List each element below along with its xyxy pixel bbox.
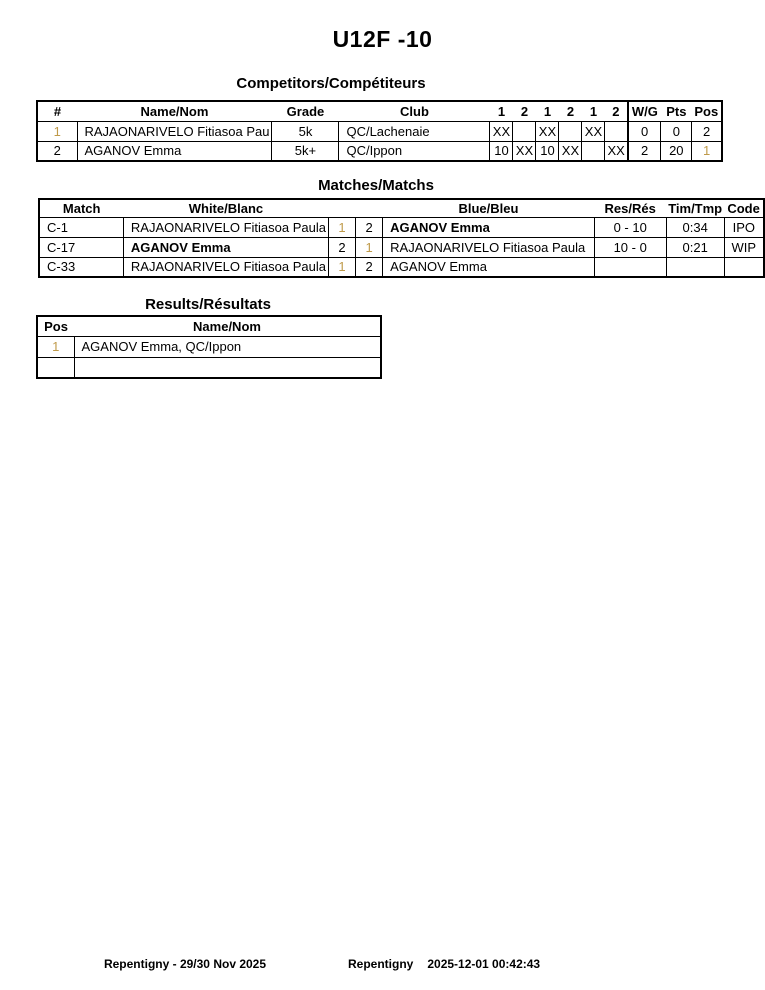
col-header-club: Club [339,101,490,121]
white-competitor-name: RAJAONARIVELO Fitiasoa Paula [123,257,328,277]
col-header-blue: Blue/Bleu [383,199,595,217]
col-header-pts: Pts [661,101,692,121]
score-cell: XX [513,141,536,161]
competitors-header-row [37,101,722,121]
competitor-name: AGANOV Emma [77,141,272,161]
results-table [36,315,382,379]
competitor-points: 20 [661,141,692,161]
match-row [39,237,764,257]
match-code [724,257,764,277]
col-header-white-num [328,199,355,217]
white-competitor-name: AGANOV Emma [123,237,328,257]
competitor-points: 0 [661,121,692,141]
col-header-result: Res/Rés [594,199,666,217]
score-cell: XX [582,121,605,141]
col-header-round-1: 1 [490,101,513,121]
match-result [594,257,666,277]
footer-event-text: Repentigny - 29/30 Nov 2025 [103,957,267,971]
col-header-time: Tim/Tmp [668,200,723,216]
white-competitor-number: 1 [328,217,355,237]
competitor-number: 1 [37,121,77,141]
result-position: 1 [37,336,74,357]
score-cell: XX [536,121,559,141]
col-header-code: Code [724,199,764,217]
col-header-name: Name/Nom [74,316,381,336]
match-id: C-1 [39,217,123,237]
footer-location: Repentigny [348,957,414,971]
col-header-round-4: 2 [559,101,582,121]
result-name [74,357,381,378]
col-header-name: Name/Nom [77,101,272,121]
col-header-wg: W/G [628,101,661,121]
col-header-white: White/Blanc [123,199,328,217]
col-header-round-5: 1 [582,101,605,121]
match-time: 0:34 [666,217,724,237]
match-time [666,257,724,277]
col-header-number: # [37,101,77,121]
competitor-club: QC/Ippon [339,141,490,161]
competitor-row [37,141,722,161]
match-code: WIP [724,237,764,257]
score-cell: 10 [536,141,559,161]
blue-competitor-number: 1 [356,237,383,257]
col-header-round-3: 1 [536,101,559,121]
match-id: C-33 [39,257,123,277]
match-row [39,217,764,237]
page-title: U12F -10 [332,26,433,52]
competitor-position: 2 [692,121,722,141]
result-position [37,357,74,378]
match-id: C-17 [39,237,123,257]
col-header-pos: Pos [692,101,722,121]
matches-header-row [39,199,764,217]
col-header-pos: Pos [37,316,74,336]
competitors-section-heading: Competitors/Compétiteurs [236,75,426,92]
score-cell [559,121,582,141]
match-code: IPO [724,217,764,237]
blue-competitor-name: AGANOV Emma [383,257,595,277]
col-header-grade: Grade [272,101,339,121]
competitor-number: 2 [37,141,77,161]
results-header-row [37,316,381,336]
blue-competitor-number: 2 [356,217,383,237]
competitor-wins: 2 [628,141,661,161]
blue-competitor-name: AGANOV Emma [383,217,595,237]
match-time: 0:21 [666,237,724,257]
col-header-blue-num [356,199,383,217]
match-result: 10 - 0 [594,237,666,257]
col-header-match: Match [39,199,123,217]
competitor-wins: 0 [628,121,661,141]
match-row [39,257,764,277]
competitor-club: QC/Lachenaie [339,121,490,141]
result-name: AGANOV Emma, QC/Ippon [74,336,381,357]
footer-generated-text [348,957,540,971]
result-row [37,357,381,378]
col-header-round-2: 2 [513,101,536,121]
footer-timestamp: 2025-12-01 00:42:43 [427,957,541,971]
competitor-position: 1 [692,141,722,161]
white-competitor-number: 2 [328,237,355,257]
competitor-name: RAJAONARIVELO Fitiasoa Pau [77,121,272,141]
blue-competitor-number: 2 [356,257,383,277]
matches-section-heading: Matches/Matchs [318,177,434,194]
score-cell: XX [490,121,513,141]
score-cell [582,141,605,161]
competitor-row [37,121,722,141]
competitors-table [36,100,723,162]
match-result: 0 - 10 [594,217,666,237]
col-header-round-6: 2 [605,101,628,121]
competitor-grade: 5k [272,121,339,141]
score-cell: XX [559,141,582,161]
white-competitor-number: 1 [328,257,355,277]
white-competitor-name: RAJAONARIVELO Fitiasoa Paula [123,217,328,237]
blue-competitor-name: RAJAONARIVELO Fitiasoa Paula [383,237,595,257]
score-cell [513,121,536,141]
results-section-heading: Results/Résultats [145,296,271,313]
score-cell: XX [605,141,628,161]
competitor-grade: 5k+ [272,141,339,161]
matches-table [38,198,765,278]
score-cell [605,121,628,141]
result-row [37,336,381,357]
score-cell: 10 [490,141,513,161]
